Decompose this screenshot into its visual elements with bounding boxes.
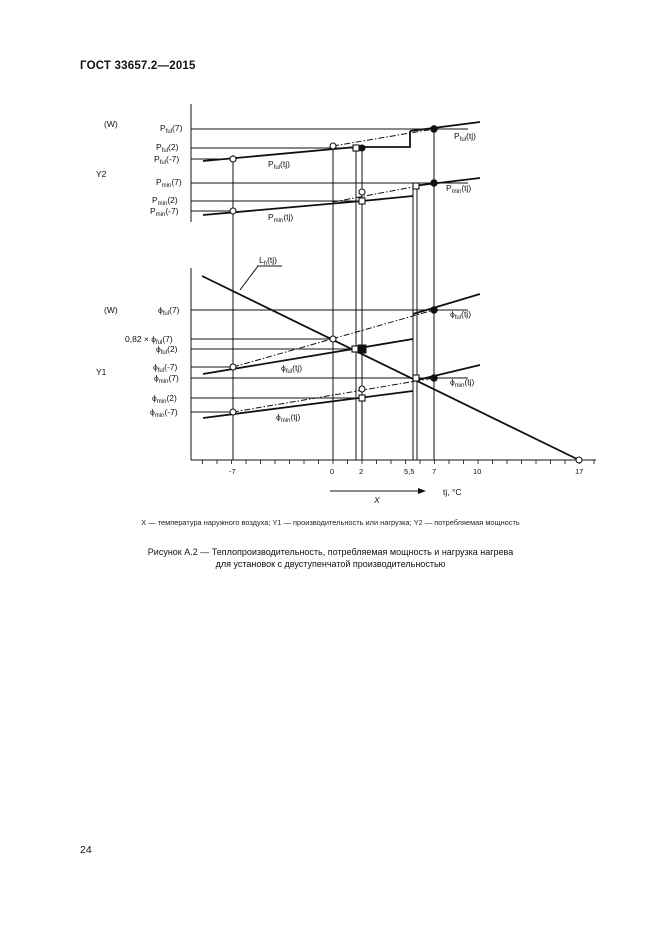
tick-label-2: 2 xyxy=(359,467,364,476)
label-p-ful-2: $P_{ful}(2)$ xyxy=(156,142,179,154)
point-p-ful-0 xyxy=(330,143,336,149)
point-phi-min-5p5 xyxy=(413,375,419,381)
point-phi-min-m7 xyxy=(230,409,236,415)
figure-caption xyxy=(0,546,661,570)
page-number: 24 xyxy=(80,844,92,856)
label-p-min-2: $P_{min}(2)$ xyxy=(152,195,178,207)
point-phi-min-2b xyxy=(359,395,365,401)
caption-line-1: Рисунок А.2 — Теплопроизводительность, потребляемая мощность и нагрузка нагрева xyxy=(147,547,514,557)
label-phi-ful-tj: $\phi_{ful}(tj)$ xyxy=(450,309,472,321)
label-p-ful-tj-mid: $P_{ful}(tj)$ xyxy=(268,159,290,171)
point-phi-082 xyxy=(330,336,336,342)
y2-unit: (W) xyxy=(104,119,118,129)
y2-axis-name: Y2 xyxy=(96,169,107,179)
label-phi-ful-m7: $\phi_{ful}(-7)$ xyxy=(153,362,178,374)
label-phi-min-7: $\phi_{min}(7)$ xyxy=(154,373,179,385)
label-p-ful-tj: $P_{ful}(tj)$ xyxy=(454,131,476,143)
point-phi-min-7 xyxy=(431,375,437,381)
tick-label-17: 17 xyxy=(575,467,584,476)
point-phi-ful-1p5 xyxy=(352,346,358,352)
label-p-ful-m7: $P_{ful}(-7)$ xyxy=(154,154,180,166)
label-phi-ful-tj-mid: $\phi_{ful}(tj)$ xyxy=(281,363,303,375)
x-ticks xyxy=(203,460,595,464)
label-p-min-7: $P_{min}(7)$ xyxy=(156,177,182,189)
label-p-min-tj: $P_{min}(tj)$ xyxy=(446,183,472,195)
point-p-min-m7 xyxy=(230,208,236,214)
point-phi-min-2a xyxy=(359,386,365,392)
point-p-ful-m7 xyxy=(230,156,236,162)
caption-line-2: для установок с двуступенчатой производительностью xyxy=(215,559,446,569)
tick-label-5p5: 5,5 xyxy=(404,467,415,476)
point-p-ful-2 xyxy=(359,145,365,151)
point-phi-ful-7 xyxy=(431,307,437,313)
tick-label-m7: -7 xyxy=(229,467,236,476)
point-load-17 xyxy=(576,457,582,463)
load-label-leader xyxy=(240,266,258,290)
point-phi-ful-2 xyxy=(358,345,366,353)
x-axis-name: X xyxy=(374,495,380,505)
label-p-ful-7: $P_{ful}(7)$ xyxy=(160,123,183,135)
curve-p-ful-extension xyxy=(333,129,434,146)
curve-p-ful-upper xyxy=(410,122,480,131)
point-p-min-2a xyxy=(359,189,365,195)
markers xyxy=(230,126,582,463)
label-phi-min-2: $\phi_{min}(2)$ xyxy=(152,393,177,405)
label-phi-min-tj-mid: $\phi_{min}(tj)$ xyxy=(276,412,301,424)
point-p-min-2b xyxy=(359,198,365,204)
document-header: ГОСТ 33657.2—2015 xyxy=(80,60,196,72)
x-axis-unit: tj, °C xyxy=(443,487,462,497)
load-line xyxy=(202,276,579,460)
label-phi-082: $0,82 \times \phi_{ful}(7)$ xyxy=(125,334,173,346)
label-phi-ful-2: $\phi_{ful}(2)$ xyxy=(156,344,178,356)
y1-axis-name: Y1 xyxy=(96,367,107,377)
tick-label-7: 7 xyxy=(432,467,437,476)
tick-label-0: 0 xyxy=(330,467,335,476)
y1-unit: (W) xyxy=(104,305,118,315)
label-phi-min-m7: $\phi_{min}(-7)$ xyxy=(150,407,178,419)
figure-note: X — температура наружного воздуха; Y1 — производительность или нагрузка; Y2 — потребляемая мощность xyxy=(141,518,520,527)
label-p-min-m7: $P_{min}(-7)$ xyxy=(150,206,179,218)
point-p-min-7 xyxy=(431,180,437,186)
label-p-min-tj-mid: $P_{min}(tj)$ xyxy=(268,212,294,224)
point-p-min-5p5 xyxy=(413,183,419,189)
label-phi-ful-7: $\phi_{ful}(7)$ xyxy=(158,305,180,317)
label-phi-min-tj: $\phi_{min}(tj)$ xyxy=(450,377,475,389)
label-load: $L_h(tj)$ xyxy=(259,255,277,267)
point-phi-ful-m7 xyxy=(230,364,236,370)
tick-label-10: 10 xyxy=(473,467,482,476)
point-p-ful-1p5 xyxy=(353,145,359,151)
point-p-ful-7 xyxy=(431,126,437,132)
